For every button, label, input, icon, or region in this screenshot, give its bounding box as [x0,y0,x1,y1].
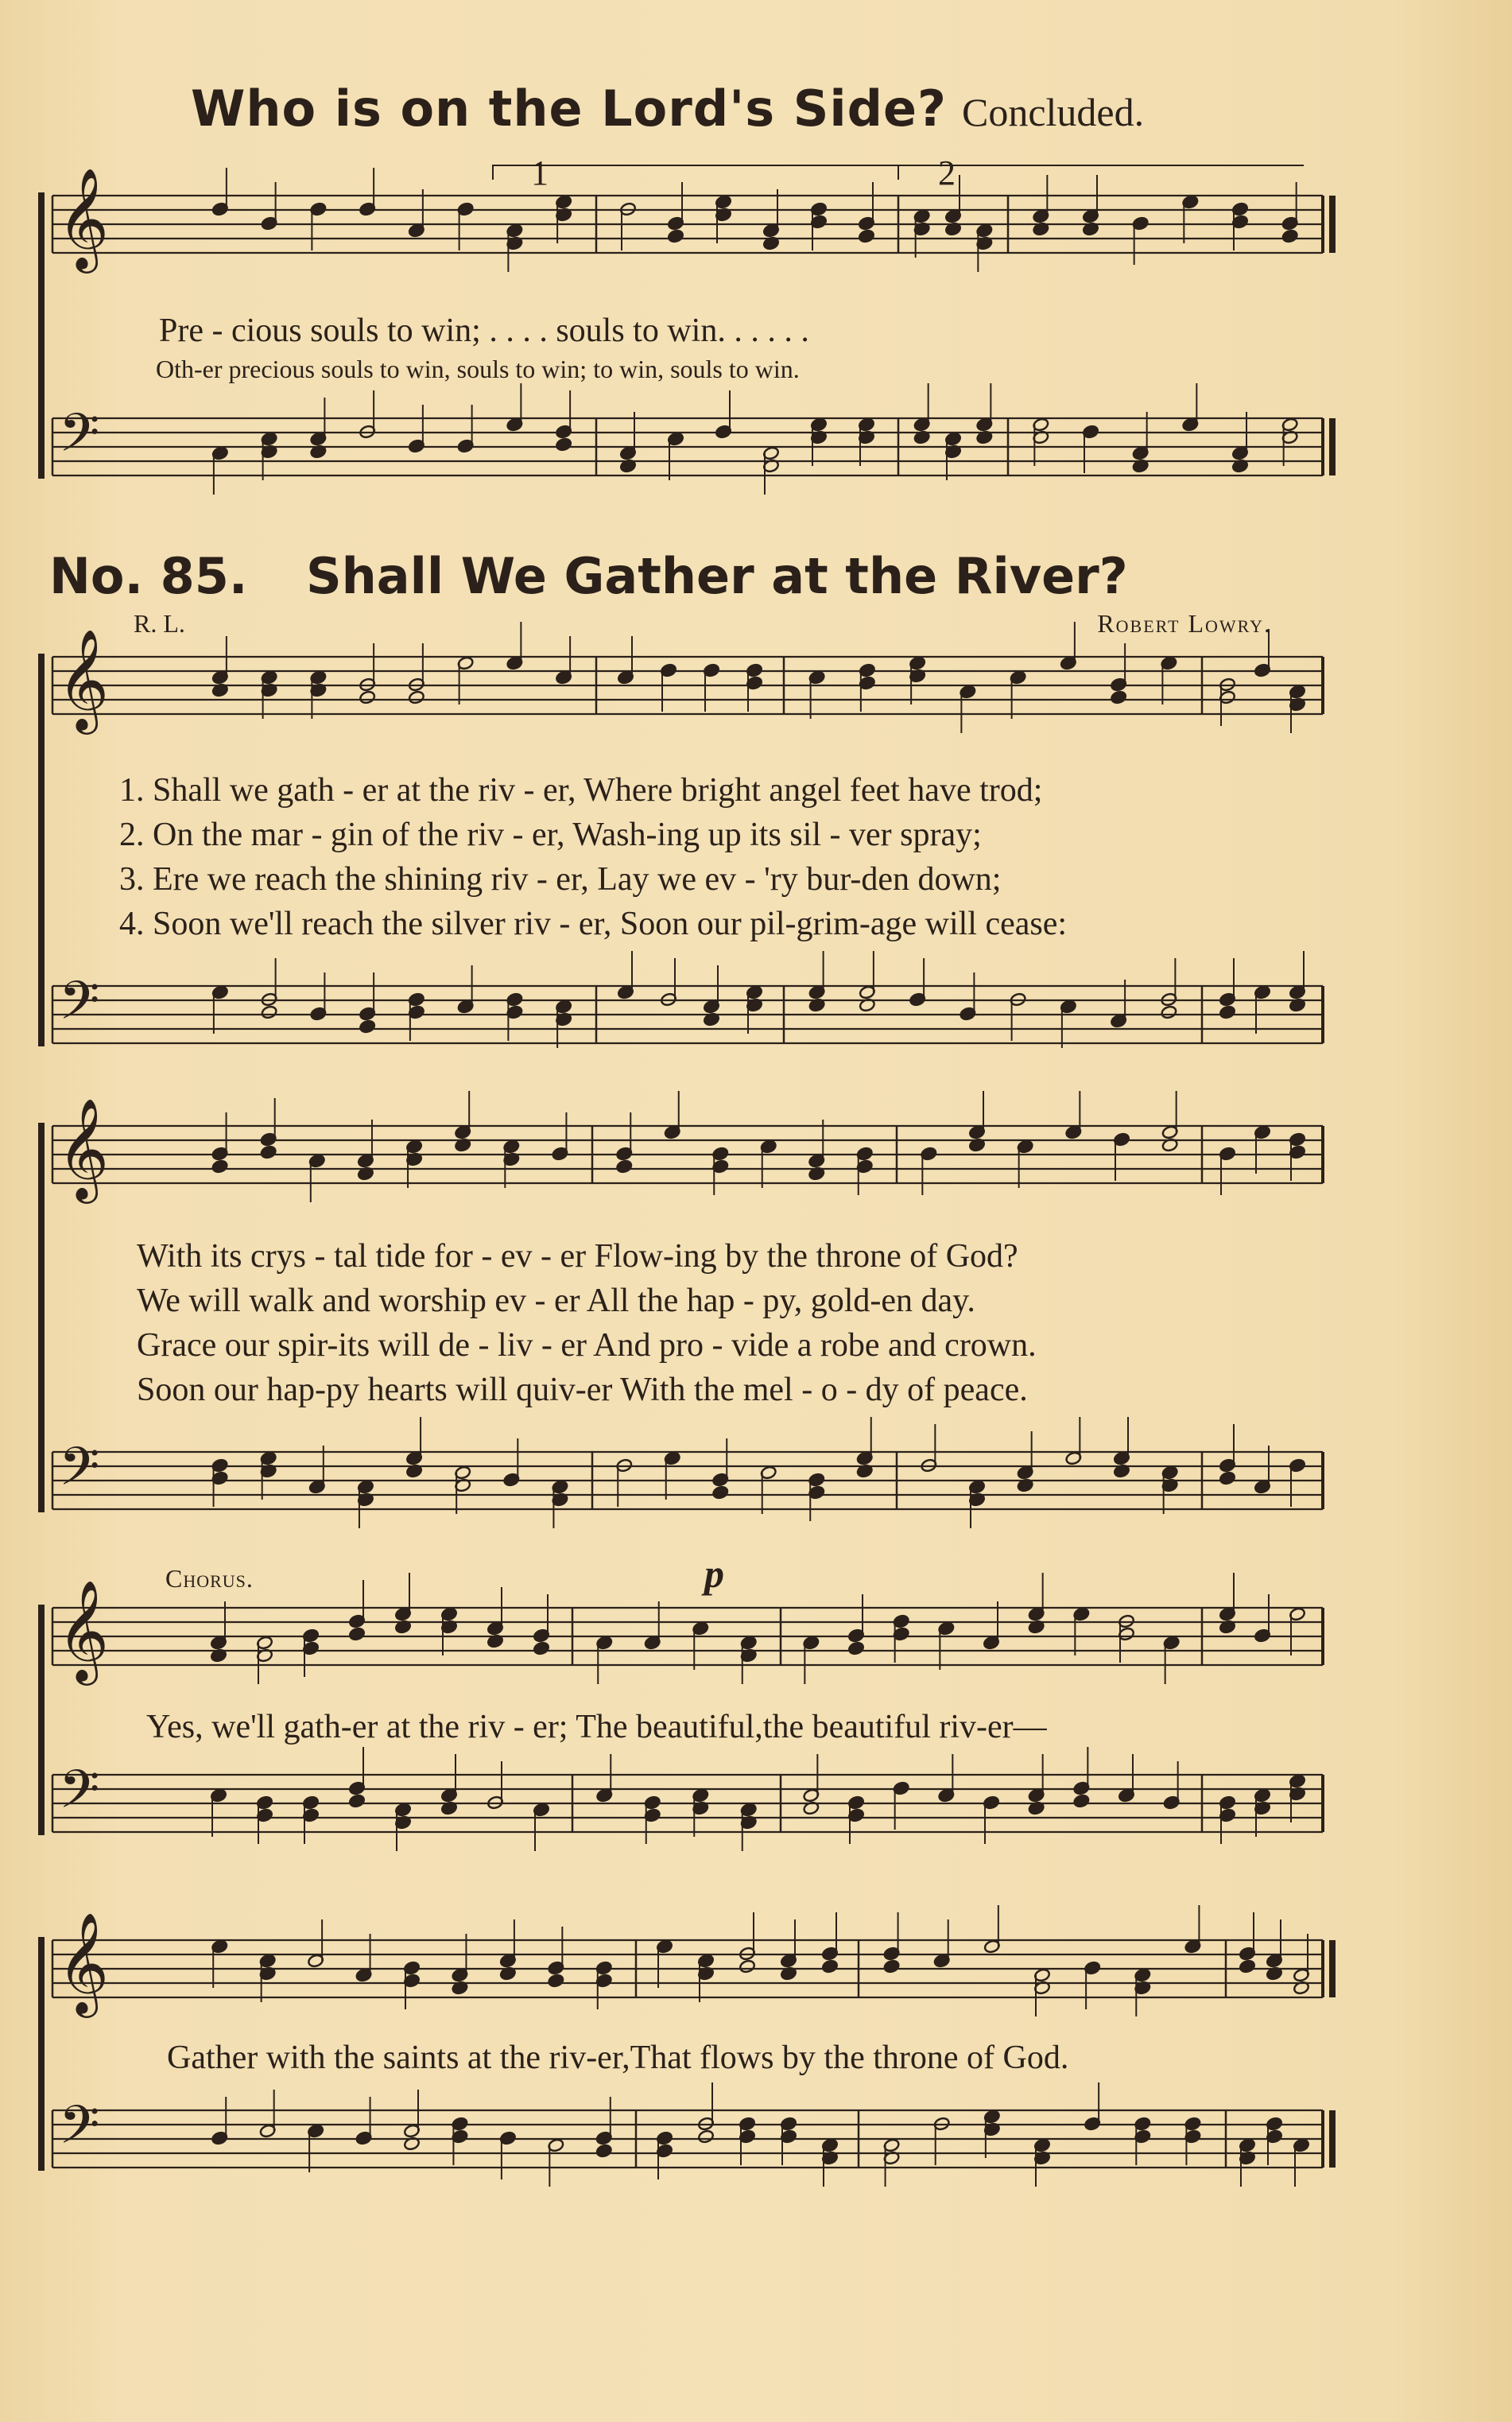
note-head [548,1974,564,1988]
bass-clef: 𝄢 [59,1436,100,1510]
note-head [211,1159,228,1174]
song-title: Shall We Gather at the River? [306,547,1128,605]
note-head [616,1159,633,1174]
note-head [595,2144,612,2158]
song-title-continued: Who is on the Lord's Side? [191,80,948,138]
note-head [1239,1959,1255,1974]
note-head [359,690,375,704]
note-head [348,1627,365,1641]
note-head [1161,1005,1177,1019]
verse-1-line-1: 1. Shall we gath - er at the riv - er, Where bright angel feet have trod; [119,772,1043,809]
bass-staff [52,2110,1323,2168]
treble-clef: 𝄞 [57,1579,110,1681]
concluded-label: Concluded. [962,90,1145,134]
note-head [1219,1005,1235,1019]
treble-clef: 𝄞 [57,1912,110,2013]
note-head [348,1794,365,1808]
note-head [847,1641,864,1655]
bass-staff [52,418,1323,475]
chorus-line-1: Yes, we'll gath-er at the riv - er; The beautiful,the beautiful riv-er— [146,1709,1047,1745]
note-head [555,437,572,452]
bass-staff [52,1452,1323,1509]
note-head [697,2129,714,2144]
treble-staff [52,196,1323,253]
verse-4-line-2: Soon our hap-py hearts will quiv-er With the mel - o - dy of peace. [137,1372,1028,1408]
verse-2-line-1: 2. On the mar - gin of the riv - er, Wash-ing up its sil - ver spray; [119,817,982,853]
verse-1-line-2: With its crys - tal tide for - ev - er Flow-ing by the throne of God? [137,1238,1018,1275]
note-head [858,229,874,243]
treble-staff [52,657,1323,714]
note-head [739,1959,755,1974]
bass-clef: 𝄢 [59,1759,100,1833]
note-head [883,1959,900,1974]
bass-clef: 𝄢 [59,970,100,1044]
treble-clef: 𝄞 [57,628,110,730]
note-head [1281,229,1298,243]
verse-3-line-2: Grace our spir-its will de - liv - er And pro - vide a robe and crown. [137,1327,1037,1364]
chorus-label: Chorus. [165,1564,254,1593]
treble-staff [52,1940,1323,1997]
dynamic-marking: p [704,1551,724,1596]
note-head [1073,1794,1090,1808]
bass-clef: 𝄢 [59,402,100,476]
note-head [261,1005,277,1019]
ending-2-label: 2 [938,153,956,192]
verse-2-line-2: We will walk and worship ev - er All the hap - py, gold-en day. [137,1283,975,1319]
treble-clef: 𝄞 [57,1097,110,1199]
note-head [712,1485,729,1500]
verse-4-line-1: 4. Soon we'll reach the silver riv - er, Soon our pil-grim-age will cease: [119,906,1068,942]
treble-clef: 𝄞 [57,167,110,269]
composer: Robert Lowry. [1097,609,1272,638]
note-head [260,1145,277,1159]
lyricist-initials: R. L. [134,609,185,638]
note-head [533,1641,549,1655]
verse-3-line-1: 3. Ere we reach the shining riv - er, Lay we ev - 'ry bur-den down; [119,861,1002,898]
note-head [1219,1471,1235,1485]
note-head [1110,690,1126,704]
hymn-number: No. 85. [49,547,248,605]
note-head [359,1019,375,1034]
note-head [821,1959,838,1974]
bass-clef: 𝄢 [59,2094,100,2168]
note-head [667,229,684,243]
chorus-line-2: Gather with the saints at the riv-er,That flows by the throne of God. [167,2040,1069,2076]
ending-1-label: 1 [531,153,549,192]
lyric-bass: Oth-er precious souls to win, souls to win; to win, souls to win. [156,355,800,383]
lyric-soprano: Pre - cious souls to win; . . . . souls to win. . . . . . [159,312,809,349]
ending-1-bracket [493,165,898,180]
bass-staff [52,986,1323,1043]
treble-staff [52,1126,1323,1183]
note-head [408,690,425,704]
